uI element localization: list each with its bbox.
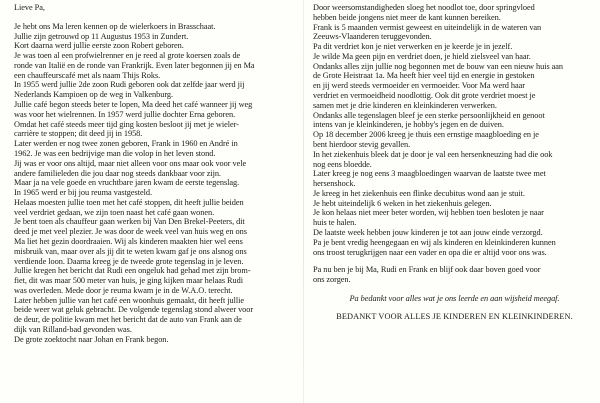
text-line: In 1965 werd er bij jou reuma vastgesteld. xyxy=(14,188,152,198)
text-line: deed je met veel plezier. Je was door de week veel van huis weg en ons xyxy=(14,227,247,237)
page-fold-divider xyxy=(303,0,304,403)
text-line: Je was toen al een profwielrenner en je reed al grote koersen zoals de xyxy=(14,51,241,61)
text-line: Kort daarna werd jullie eerste zoon Robert geboren. xyxy=(14,41,184,51)
text-line: verdriet en vermoeidheid noodlottig. Ook dit grote verdriet moest je xyxy=(313,91,536,101)
text-line: was voor het wielrennen. In 1957 werd jullie dochter Erna geboren. xyxy=(14,109,236,119)
text-line: Op 18 december 2006 kreeg je thuis een ernstige maagbloeding en je xyxy=(313,130,539,140)
text-line: Maar ja na vele goede en vruchtbare jaren kwam de eerste tegenslag. xyxy=(14,178,240,188)
text-line: ronde van Italië en de ronde van Frankrijk. Even later begonnen jij en Ma xyxy=(14,60,255,70)
left-column xyxy=(14,3,306,345)
text-line: Nederlands Kampioen op de weg in Valkenburg. xyxy=(14,90,174,100)
text-line: Je kreeg in het ziekenhuis een flinke decubitus wond aan je stuit. xyxy=(313,188,525,198)
text-line: Later hebben jullie van het café een woonhuis gemaakt, dit heeft jullie xyxy=(14,295,245,305)
right-text xyxy=(313,3,596,285)
text-line: Je kon helaas niet meer beter worden, wij hebben toen besloten je naar xyxy=(313,208,544,218)
text-line: De laatste week hebben jouw kinderen je tot aan jouw einde verzorgd. xyxy=(313,227,543,237)
text-line: Pa je bent vredig heengegaan en wij als kinderen en kleinkinderen kunnen xyxy=(313,237,556,247)
text-line: samen met je drie kinderen en kleinkinderen verwerken. xyxy=(313,100,497,110)
text-line: huis te halen. xyxy=(313,218,357,228)
paragraph-gap xyxy=(313,257,596,265)
text-line: was overleden. Mede door je reuma kwam je in de W.A.O. terecht. xyxy=(14,285,233,295)
text-line: De grote zoektocht naar Johan en Frank begon. xyxy=(14,334,169,344)
text-line: Jullie kregen het bericht dat Rudi een ongeluk had gehad met zijn brom- xyxy=(14,266,251,276)
greeting: Lieve Pa, xyxy=(14,3,45,12)
text-line: Later werden er nog twee zonen geboren, Frank in 1960 en André in xyxy=(14,139,238,149)
text-line: hersenshock. xyxy=(313,179,356,189)
text-line: Je bent toen als chauffeur gaan werken bij Van Den Brekel-Peeters, dit xyxy=(14,217,245,227)
text-line: een chauffeurscafé met als naam Thijs Roks. xyxy=(14,70,161,80)
text-line: veel verdriet gedaan, we zijn toen naast het café gaan wonen. xyxy=(14,207,215,217)
text-line: Je hebt uiteindelijk 6 weken in het ziekenhuis gelegen. xyxy=(313,198,492,208)
text-line: de Grote Heistraat 1a. Ma heeft hier veel tijd en energie in gestoken xyxy=(313,71,535,81)
text-line: Je hebt ons Ma leren kennen op de wielerkoers in Brasschaat. xyxy=(14,21,216,31)
text-line: Door weersomstandigheden sloeg het noodlot toe, door springvloed xyxy=(313,3,535,12)
text-line: andere familieleden die jou daar nog steeds dankbaar voor zijn. xyxy=(14,168,221,178)
text-line: Zeeuws-Vlaanderen teruggevonden. xyxy=(313,32,432,42)
text-line: In 1955 werd jullie 2de zoon Rudi geboren ook dat zelfde jaar werd jij xyxy=(14,80,245,90)
text-line: In het ziekenhuis bleek dat je door je val een hersenkneuzing had die ook xyxy=(313,149,553,159)
text-line: ons troost terugkrijgen naar een vader en opa die er altijd voor ons was. xyxy=(313,247,547,257)
text-line: Pa dit verdriet kon je niet verwerken en je keerde je in jezelf. xyxy=(313,42,513,52)
right-column xyxy=(313,3,596,321)
text-line: Helaas moesten jullie toen met het café stoppen, dit heeft jullie beiden xyxy=(14,197,244,207)
text-line: Jullie zijn getrouwd op 11 Augustus 1953 in Zundert. xyxy=(14,31,189,41)
text-line: Jullie café begon steeds beter te lopen, Ma deed het café wanneer jij weg xyxy=(14,100,253,110)
text-line: Je wilde Ma geen pijn en verdriet doen, je hield zielsveel van haar. xyxy=(313,51,531,61)
text-line: misbruik van, maar over als jij dit te weten kwam gaf je ons alsnog ons xyxy=(14,246,247,256)
text-line: Ondanks alles zijn jullie nog begonnen met de bouw van een nieuw huis aan xyxy=(313,61,564,71)
text-line: Ondanks alle tegenslagen bleef je een sterke persoonlijkheid en genoot xyxy=(313,110,545,120)
text-line: Jij was er voor ons altijd, maar niet alleen voor ons maar ook voor vele xyxy=(14,158,247,168)
text-line: fiet, dit was maar 500 meter van huis, je ging kijken maar helaas Rudi xyxy=(14,276,243,286)
text-line: bent hierdoor stevig gevallen. xyxy=(313,139,411,149)
text-line: de deur, de politie kwam met het bericht dat de auto van Frank aan de xyxy=(14,315,242,325)
text-line: Later kreeg je nog eens 3 maagbloedingen waarvan de laatste twee met xyxy=(313,169,546,179)
paragraph-gap xyxy=(313,285,596,293)
text-line: en jij werd steeds vermoeider en vermoeider. Voor Ma werd haar xyxy=(313,81,526,91)
text-line: dijk van Rilland-bad gevonden was. xyxy=(14,325,132,334)
text-line: beide weer wat geluk gebracht. De volgende tegenslag stond alweer voor xyxy=(14,305,254,315)
text-line: Pa nu ben je bij Ma, Rudi en Frank en blijf ook daar boven goed voor xyxy=(313,265,541,275)
text-line: Frank is 5 maanden vermist geweest en uiteindelijk in de wateren van xyxy=(313,22,542,32)
text-line: Ma liet het gezin doordraaien. Wij als kinderen maakten hier wel eens xyxy=(14,236,243,246)
text-line: hebben beide jongens niet meer de kant kunnen bereiken. xyxy=(313,12,501,22)
closing-quote: Pa bedankt voor alles wat je ons leerde en aan wijsheid meegaf. xyxy=(349,293,560,303)
text-line: ons zorgen. xyxy=(313,275,351,285)
text-line: 1962. Je was een bedrijvige man die volop in het leven stond. xyxy=(14,148,216,158)
text-line: carrière te stoppen; dit deed jij in 1958. xyxy=(14,129,143,139)
text-line: verdiende loon. Daarna kreeg je de tweede grote tegenslag in je leven. xyxy=(14,256,244,266)
left-text xyxy=(14,22,306,345)
text-line: nog eens bloedde. xyxy=(313,159,372,169)
text-line: intens van je kleinkinderen, je hobby's jegen en de duiven. xyxy=(313,120,504,130)
closing-thanks: BEDANKT VOOR ALLES JE KINDEREN EN KLEINKINDEREN. xyxy=(336,311,573,321)
text-line: Omdat het café steeds meer tijd ging kosten besloot jij met je wieler- xyxy=(14,119,239,129)
